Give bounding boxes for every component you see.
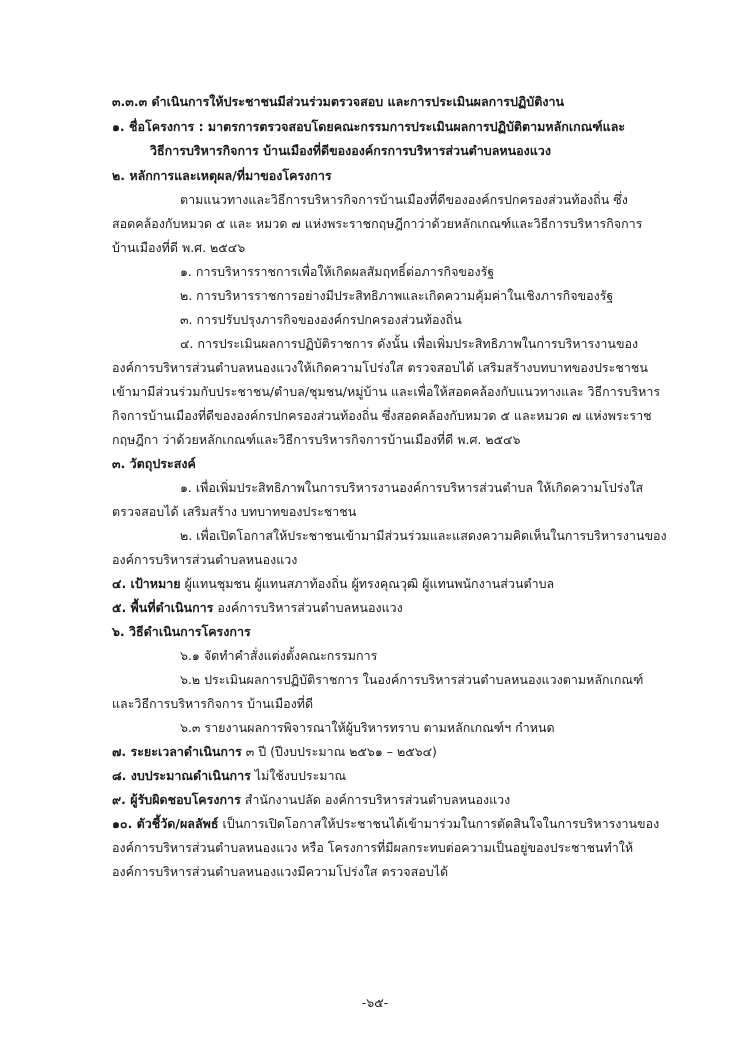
duration-line — [112, 744, 437, 760]
target-text: ผู้แทนชุมชน ผู้แทนสภาท้องถิ่น ผู้ทรงคุณวุฒิ ผู้แทนพนักงานส่วนตำบล — [180, 576, 555, 591]
principle-list-item-4-line2: องค์การบริหารส่วนตำบลหนองแวงให้เกิดความโปร่งใส ตรวจสอบได้ เสริมสร้างบทบาทของประชาชน — [112, 360, 648, 375]
page-number: -๖๕- — [361, 995, 389, 1010]
method-1: ๖.๑ จัดทำคำสั่งแต่งตั้งคณะกรรมการ — [180, 648, 378, 663]
method-2-line1: ๖.๒ ประเมินผลการปฏิบัติราชการ ในองค์การบริหารส่วนตำบลหนองแวงตามหลักเกณฑ์ — [180, 672, 644, 687]
responsible-line — [112, 792, 510, 808]
objective-1-line1: ๑. เพื่อเพิ่มประสิทธิภาพในการบริหารงานองค์การบริหารส่วนตำบล ให้เกิดความโปร่งใส — [180, 480, 644, 495]
principle-list-item-4-line4: กิจการบ้านเมืองที่ดีขององค์กรปกครองส่วนท้องถิ่น ซึ่งสอดคล้องกับหมวด ๕ และหมวด ๗ แห่งพระราช — [112, 408, 652, 423]
principle-p1-line1: ตามแนวทางและวิธีการบริหารกิจการบ้านเมืองที่ดีขององค์กรปกครองส่วนท้องถิ่น ซึ่ง — [180, 192, 628, 207]
principle-p1-line2: สอดคล้องกับหมวด ๕ และ หมวด ๗ แห่งพระราชกฤษฎีกาว่าด้วยหลักเกณฑ์และวิธีการบริหารกิจการ — [112, 216, 643, 231]
indicator-label: ๑๐. ตัวชี้วัด/ผลลัพธ์ — [112, 816, 219, 831]
target-label: ๔. เป้าหมาย — [112, 576, 181, 591]
budget-text: ไม่ใช้งบประมาณ — [250, 768, 347, 783]
principle-p1-line3: บ้านเมืองที่ดี พ.ศ. ๒๕๔๖ — [112, 240, 246, 255]
project-name-line1: ๑. ชื่อโครงการ : มาตรการตรวจสอบโดยคณะกรรมการประเมินผลการปฏิบัติตามหลักเกณฑ์และ — [112, 119, 626, 134]
principle-list-item-4-line3: เข้ามามีส่วนร่วมกับประชาชน/ตำบล/ชุมชน/หมู่บ้าน และเพื่อให้สอดคล้องกับแนวทางและ วิธีการบริหาร — [112, 384, 661, 399]
principle-list-item-1: ๑. การบริหารราชการเพื่อให้เกิดผลสัมฤทธิ์ต่อภารกิจของรัฐ — [180, 264, 495, 279]
principle-list-item-2: ๒. การบริหารราชการอย่างมีประสิทธิภาพและเกิดความคุ้มค่าในเชิงภารกิจของรัฐ — [180, 288, 614, 303]
principle-list-item-3: ๓. การปรับปรุงภารกิจขององค์กรปกครองส่วนท้องถิ่น — [180, 312, 462, 327]
area-text: องค์การบริหารส่วนตำบลหนองแวง — [213, 600, 403, 615]
indicator-text-line2: องค์การบริหารส่วนตำบลหนองแวง หรือ โครงการที่มีผลกระทบต่อความเป็นอยู่ของประชาชนทำให้ — [112, 840, 634, 855]
method-2-line2: และวิธีการบริหารกิจการ บ้านเมืองที่ดี — [112, 696, 314, 711]
method-3: ๖.๓ รายงานผลการพิจารณาให้ผู้บริหารทราบ ตามหลักเกณฑ์ฯ กำหนด — [180, 720, 555, 735]
principle-heading: ๒. หลักการและเหตุผล/ที่มาของโครงการ — [112, 168, 332, 183]
indicator-line1 — [112, 816, 659, 832]
objective-1-line2: ตรวจสอบได้ เสริมสร้าง บทบาทของประชาชน — [112, 504, 357, 519]
budget-label: ๘. งบประมาณดำเนินการ — [112, 768, 251, 783]
principle-list-item-4-line1: ๔. การประเมินผลการปฏิบัติราชการ ดังนั้น เพื่อเพิ่มประสิทธิภาพในการบริหารงานของ — [180, 336, 639, 351]
project-name-line2: วิธีการบริหารกิจการ บ้านเมืองที่ดีขององค์กรการบริหารส่วนตำบลหนองแวง — [150, 143, 551, 158]
objective-2-line1: ๒. เพื่อเปิดโอกาสให้ประชาชนเข้ามามีส่วนร่วมและแสดงความคิดเห็นในการบริหารงานของ — [180, 528, 667, 543]
indicator-text-line3: องค์การบริหารส่วนตำบลหนองแวงมีความโปร่งใส ตรวจสอบได้ — [112, 864, 449, 879]
area-label: ๕. พื้นที่ดำเนินการ — [112, 600, 214, 615]
budget-line — [112, 768, 346, 784]
responsible-label: ๙. ผู้รับผิดชอบโครงการ — [112, 792, 241, 807]
objective-heading: ๓. วัตถุประสงค์ — [112, 456, 196, 471]
objective-2-line2: องค์การบริหารส่วนตำบลหนองแวง — [112, 552, 298, 567]
indicator-text-line1: เป็นการเปิดโอกาสให้ประชาชนได้เข้ามาร่วมในการตัดสินใจในการบริหารงานของ — [218, 816, 660, 831]
area-line — [112, 600, 403, 616]
target-line — [112, 576, 554, 592]
duration-label: ๗. ระยะเวลาดำเนินการ — [112, 744, 242, 759]
responsible-text: สำนักงานปลัด องค์การบริหารส่วนตำบลหนองแวง — [240, 792, 511, 807]
section-heading: ๓.๓.๓ ดำเนินการให้ประชาชนมีส่วนร่วมตรวจสอบ และการประเมินผลการปฏิบัติงาน — [112, 94, 565, 109]
principle-list-item-4-line5: กฤษฎีกา ว่าด้วยหลักเกณฑ์และวิธีการบริหารกิจการบ้านเมืองที่ดี พ.ศ. ๒๕๔๖ — [112, 432, 521, 447]
duration-text: ๓ ปี (ปีงบประมาณ ๒๕๖๑ – ๒๕๖๔) — [241, 744, 437, 759]
method-heading: ๖. วิธีดำเนินการโครงการ — [112, 624, 251, 639]
